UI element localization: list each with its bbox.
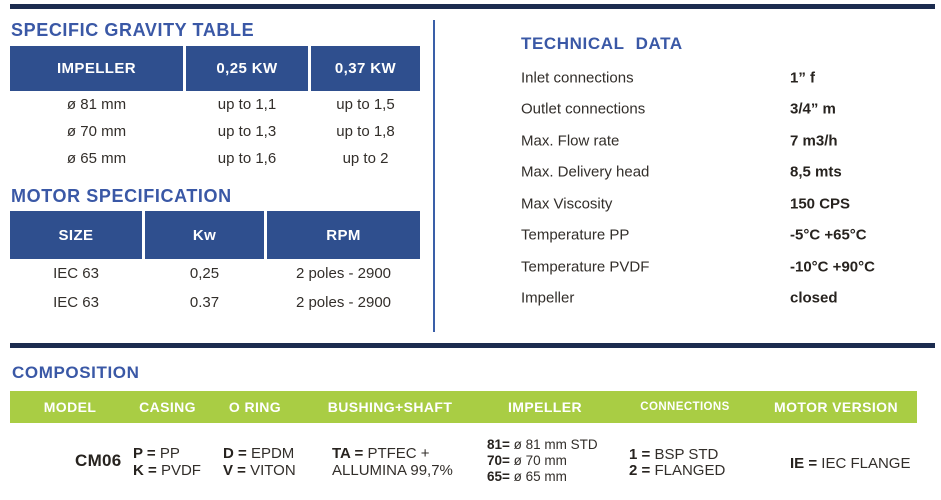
table-row	[10, 91, 420, 118]
tech-value: 7 m3/h	[790, 132, 838, 150]
table-row	[10, 288, 420, 317]
cell-impeller-diameter: ø 70 mm	[66, 123, 127, 140]
column-header-rpm: RPM	[267, 211, 420, 259]
composition-title: COMPOSITION	[12, 363, 140, 382]
tech-value: 150 CPS	[790, 195, 851, 213]
list-item: K = PVDF	[133, 462, 201, 479]
motor-spec-header-row	[10, 211, 420, 259]
tech-label: Inlet connections	[521, 69, 634, 87]
cell-size: IEC 63	[53, 294, 99, 311]
column-header-025kw: 0,25 KW	[186, 46, 308, 91]
column-header-casing: CASING	[139, 399, 196, 415]
motor-specification-table	[10, 211, 420, 317]
column-header-impeller: IMPELLER	[10, 46, 183, 91]
composition-model-value: CM06	[75, 451, 122, 470]
cell-gravity-025: up to 1,6	[217, 150, 277, 167]
cell-rpm: 2 poles - 2900	[295, 265, 392, 282]
list-item: 65= ø 65 mm	[487, 469, 567, 484]
column-header-model: MODEL	[43, 399, 97, 415]
tech-label: Temperature PVDF	[521, 258, 650, 276]
cell-gravity-025: up to 1,1	[217, 96, 277, 113]
tech-label: Temperature PP	[521, 226, 630, 244]
list-item: ALLUMINA 99,7%	[332, 462, 453, 479]
tech-label: Max Viscosity	[521, 195, 613, 213]
tech-label: Impeller	[521, 289, 575, 307]
composition-casing-values	[133, 445, 201, 479]
cell-kw: 0.37	[189, 294, 220, 311]
composition-oring-values	[223, 445, 296, 479]
cell-gravity-025: up to 1,3	[217, 123, 277, 140]
list-item	[521, 220, 921, 252]
cell-size: IEC 63	[53, 265, 99, 282]
list-item: 81= ø 81 mm STD	[487, 437, 598, 452]
list-item	[521, 251, 921, 283]
list-item	[521, 188, 921, 220]
list-item: P = PP	[133, 445, 180, 462]
column-header-bushing-shaft: BUSHING+SHAFT	[327, 399, 453, 415]
list-item: 1 = BSP STD	[629, 446, 719, 463]
cell-impeller-diameter: ø 65 mm	[66, 150, 127, 167]
column-header-size: SIZE	[10, 211, 142, 259]
tech-value: -10°C +90°C	[790, 258, 875, 276]
composition-connections-values	[629, 447, 725, 479]
bottom-divider-rule	[10, 343, 935, 348]
composition-header-bar	[10, 391, 917, 423]
column-header-kw: Kw	[145, 211, 264, 259]
tech-label: Max. Delivery head	[521, 163, 650, 181]
table-row	[10, 259, 420, 288]
tech-value: 1” f	[790, 69, 816, 87]
column-header-oring: O RING	[228, 399, 282, 415]
tech-value: 8,5 mts	[790, 163, 842, 181]
list-item	[521, 62, 921, 94]
list-item: 2 = FLANGED	[629, 462, 726, 479]
composition-bushing-shaft-values	[332, 445, 453, 479]
technical-data-title: TECHNICAL DATA	[521, 34, 683, 53]
cell-kw: 0,25	[189, 265, 220, 282]
column-header-connections: CONNECTIONS	[640, 401, 730, 413]
specific-gravity-table	[10, 46, 420, 172]
list-item	[521, 94, 921, 126]
top-divider-rule	[10, 4, 935, 9]
list-item	[521, 283, 921, 315]
cell-gravity-037: up to 1,8	[336, 123, 395, 140]
tech-label: Max. Flow rate	[521, 132, 620, 150]
motor-specification-title: MOTOR SPECIFICATION	[11, 186, 232, 206]
cell-rpm: 2 poles - 2900	[295, 294, 392, 311]
list-item: V = VITON	[223, 462, 296, 479]
column-header-motor-version: MOTOR VERSION	[774, 399, 898, 415]
list-item: TA = PTFEC +	[332, 445, 430, 462]
cell-gravity-037: up to 2	[342, 150, 389, 167]
tech-value: closed	[790, 289, 838, 307]
list-item	[521, 125, 921, 157]
list-item: 70= ø 70 mm	[487, 453, 567, 468]
technical-data-list	[521, 62, 921, 314]
vertical-divider-rule	[433, 20, 435, 332]
specific-gravity-title: SPECIFIC GRAVITY TABLE	[11, 20, 255, 40]
list-item	[521, 157, 921, 189]
composition-motor-version-values	[790, 455, 910, 472]
column-header-037kw: 0,37 KW	[311, 46, 420, 91]
cell-gravity-037: up to 1,5	[336, 96, 395, 113]
specific-gravity-header-row	[10, 46, 420, 91]
cell-impeller-diameter: ø 81 mm	[66, 96, 127, 113]
composition-impeller-values	[487, 437, 598, 485]
table-row	[10, 118, 420, 145]
table-row	[10, 145, 420, 172]
tech-value: -5°C +65°C	[790, 226, 867, 244]
column-header-impeller: IMPELLER	[508, 399, 582, 415]
tech-label: Outlet connections	[521, 100, 646, 118]
list-item: IE = IEC FLANGE	[790, 455, 911, 472]
list-item: D = EPDM	[223, 445, 295, 462]
tech-value: 3/4” m	[790, 100, 836, 118]
